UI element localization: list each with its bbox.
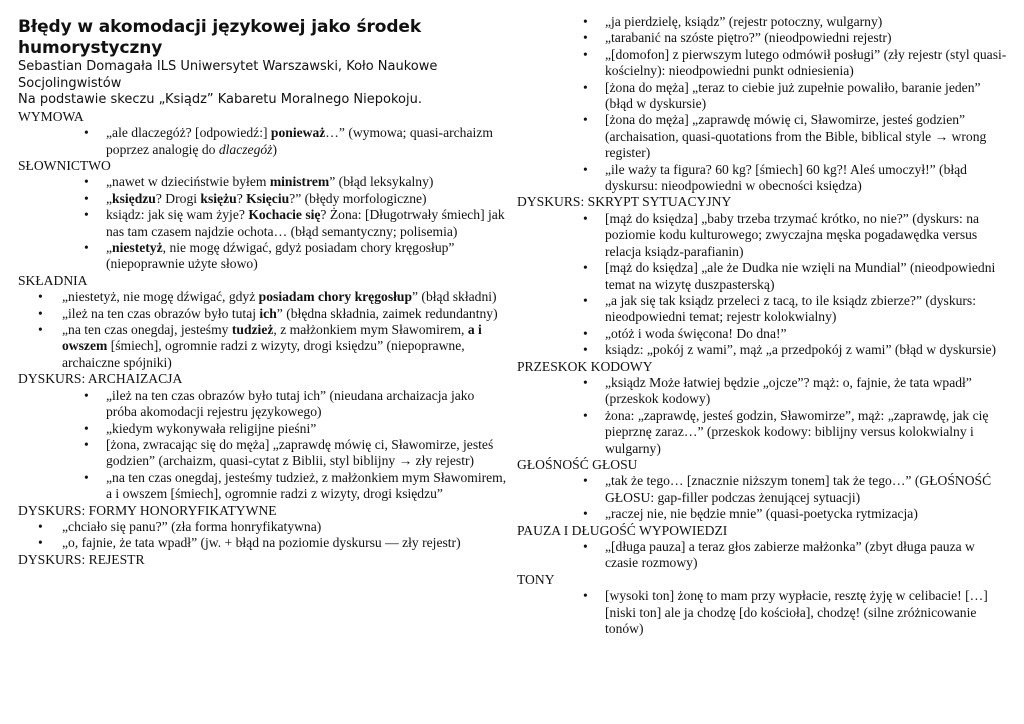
text-fragment: ? bbox=[236, 190, 247, 206]
list-item bbox=[62, 535, 508, 551]
list-item bbox=[605, 375, 1007, 408]
text-fragment: „na ten czas onegdaj, jesteśmy bbox=[62, 322, 232, 338]
list-item bbox=[106, 470, 508, 503]
text-fragment: „ksiądz Może łatwiej będzie „ojcze”? mąż: o, fajnie, że tata wpadł” (przeskok kodowy) bbox=[605, 374, 972, 407]
text-fragment: „[domofon] z pierwszym lutego odmówił posługi” (zły rejestr (styl quasi-kościelny): nieodpowiedni punkt odniesienia) bbox=[605, 46, 1007, 79]
list-tony bbox=[605, 588, 1007, 637]
authors-line: Sebastian Domagała ILS Uniwersytet Warszawski, Koło Naukowe Socjolingwistów bbox=[18, 59, 438, 91]
list-wymowa bbox=[106, 125, 508, 158]
list-item bbox=[106, 174, 508, 190]
list-glosnosc bbox=[605, 473, 1007, 522]
list-item bbox=[106, 125, 508, 158]
list-item bbox=[605, 260, 1007, 293]
text-fragment: [mąż do księdza] „ale że Dudka nie wzięli na Mundial” (nieodpowiedni temat na wizytę duszpasterską) bbox=[605, 260, 996, 292]
list-item bbox=[605, 326, 1007, 342]
list-item bbox=[62, 322, 508, 371]
text-fragment: ” (błąd leksykalny) bbox=[329, 174, 434, 190]
text-fragment: ” (błąd składni) bbox=[412, 289, 497, 305]
list-item bbox=[106, 388, 508, 421]
text-fragment: „raczej nie, nie będzie mnie” (quasi-poetycka rytmizacja) bbox=[605, 506, 918, 522]
text-fragment: „ale dlaczegóż? [odpowiedź:] bbox=[106, 125, 271, 141]
left-column bbox=[18, 17, 508, 568]
text-fragment: ksiądz: „pokój z wami”, mąż „a przedpokój z wami” (błąd w dyskursie) bbox=[605, 342, 997, 358]
list-item bbox=[605, 506, 1007, 522]
list-item bbox=[605, 293, 1007, 326]
list-slownictwo bbox=[106, 174, 508, 272]
text-fragment: „ bbox=[106, 240, 113, 256]
source-note: Na podstawie skeczu „Ksiądz” Kabaretu Moralnego Niepokoju. bbox=[18, 92, 422, 108]
text-fragment: [wysoki ton] żonę to mam przy wypłacie, resztę żyję w celibacie! […] [niski ton] ale ja chodzę [do kościoła], chodzę! (silne zróżnicowanie tonów) bbox=[605, 588, 988, 637]
bold-fragment: tudzież bbox=[231, 322, 274, 338]
section-header-wymowa: WYMOWA bbox=[18, 108, 84, 124]
list-item bbox=[106, 421, 508, 437]
text-fragment: „nawet w dzieciństwie byłem bbox=[106, 174, 270, 190]
text-fragment: żona: „zaprawdę, jesteś godzin, Sławomirze”, mąż: „zaprawdę, jak cię pieprznę zaraz…” (przeskok kodowy: biblijny versus kolokwialny i wulgarny) bbox=[605, 407, 989, 456]
list-honoryfikatywne bbox=[62, 519, 508, 552]
bold-fragment: księżu bbox=[200, 190, 237, 206]
list-item bbox=[106, 191, 508, 207]
list-item bbox=[605, 473, 1007, 506]
text-fragment: ?” (błędy morfologiczne) bbox=[289, 190, 427, 206]
text-fragment: „ileż na ten czas obrazów było tutaj ich” (nieudana archaizacja jako próba akomodacji rejestru językowego) bbox=[106, 387, 475, 420]
text-fragment: ) bbox=[272, 141, 278, 157]
list-item bbox=[605, 211, 1007, 260]
list-item bbox=[605, 539, 1007, 572]
text-fragment: „ja pierdzielę, ksiądz” (rejestr potoczny, wulgarny) bbox=[605, 14, 883, 29]
bold-fragment: posiadam chory kręgosłup bbox=[258, 289, 412, 305]
text-fragment: „[długa pauza] a teraz głos zabierze małżonka” (zbyt długa pauza w czasie rozmowy) bbox=[605, 539, 975, 571]
list-skladnia bbox=[62, 289, 508, 371]
text-fragment: ? Drogi bbox=[155, 190, 201, 206]
bold-fragment: ministrem bbox=[269, 174, 330, 190]
document-title: Błędy w akomodacji językowej jako środek humorystyczny bbox=[18, 17, 422, 58]
list-item bbox=[605, 588, 1007, 637]
right-column bbox=[517, 14, 1007, 637]
text-fragment: ” (błędna składnia, zaimek redundantny) bbox=[276, 305, 498, 321]
list-item bbox=[106, 437, 508, 470]
text-fragment: „ileż na ten czas obrazów było tutaj bbox=[62, 305, 260, 321]
section-header-pauza: PAUZA I DŁUGOŚĆ WYPOWIEDZI bbox=[517, 522, 728, 538]
bold-fragment: niestetyż bbox=[112, 240, 163, 256]
section-header-tony: TONY bbox=[517, 571, 555, 587]
list-skrypt bbox=[605, 211, 1007, 359]
list-item bbox=[106, 207, 508, 240]
text-fragment: ? Żona: [Długotrwały śmiech] jak nas tam czasem najdzie ochota… (błąd semantyczny; polisemia) bbox=[106, 207, 505, 239]
list-item bbox=[605, 30, 1007, 46]
text-fragment: [żona do męża] „zaprawdę mówię ci, Sławomirze, jesteś godzien” (archaisation, quasi-quotations from the Bible, biblical style → wrong register) bbox=[605, 112, 987, 161]
bold-fragment: a i owszem bbox=[62, 322, 482, 354]
list-przeskok bbox=[605, 375, 1007, 457]
list-item bbox=[605, 408, 1007, 457]
text-fragment: ksiądz: jak się wam żyje? bbox=[106, 207, 249, 223]
section-header-glosnosc: GŁOŚNOŚĆ GŁOSU bbox=[517, 456, 638, 472]
list-item bbox=[605, 342, 1007, 358]
text-fragment: , nie mogę dźwigać, gdyż posiadam chory kręgosłup” (niepoprawnie użyte słowo) bbox=[106, 240, 455, 272]
text-fragment: „tak że tego… [znacznie niższym tonem] tak że tego…” (GŁOŚNOŚĆ GŁOSU: gap-filler podczas żenującej sytuacji) bbox=[605, 473, 992, 505]
text-fragment: „o, fajnie, że tata wpadł” (jw. + błąd na poziomie dyskursu — zły rejestr) bbox=[62, 535, 461, 551]
list-item bbox=[62, 289, 508, 305]
list-item bbox=[605, 112, 1007, 161]
list-item bbox=[605, 14, 1007, 30]
text-fragment: „kiedym wykonywała religijne pieśni” bbox=[106, 420, 317, 436]
section-header-archaizacja: DYSKURS: ARCHAIZACJA bbox=[18, 371, 183, 387]
section-header-rejestr: DYSKURS: REJESTR bbox=[18, 551, 145, 567]
text-fragment: „tarabanić na szóste piętro?” (nieodpowiedni rejestr) bbox=[605, 30, 892, 46]
section-header-honoryfikatywne: DYSKURS: FORMY HONORYFIKATYWNE bbox=[18, 502, 277, 518]
italic-fragment: dlaczegóż bbox=[218, 141, 273, 157]
text-fragment: „otóż i woda święcona! Do dna!” bbox=[605, 325, 787, 341]
list-archaizacja bbox=[106, 388, 508, 503]
text-fragment: „chciało się panu?” (zła forma honryfikatywna) bbox=[62, 518, 322, 534]
bold-fragment: Księciu bbox=[246, 190, 290, 206]
text-fragment: „na ten czas onegdaj, jesteśmy tudzież, z małżonkiem mym Sławomirem, a i owszem [śmiech], ogromnie radzi z wizyty, drogi księdzu” bbox=[106, 469, 507, 502]
text-fragment: „a jak się tak ksiądz przeleci z tacą, to ile ksiądz zbierze?” (dyskurs: nieodpowiedni temat; rejestr kolokwialny) bbox=[605, 292, 977, 325]
list-item bbox=[605, 80, 1007, 113]
text-fragment: [mąż do księdza] „baby trzeba trzymać krótko, no nie?” (dyskurs: na poziomie kodu kulturowego; zwyczajna męska pogadawędka versus relacja ksiądz-parafianin) bbox=[605, 210, 980, 259]
list-item bbox=[106, 240, 508, 273]
bold-fragment: ponieważ bbox=[270, 125, 326, 141]
text-fragment: [śmiech], ogromnie radzi z wizyty, drogi księdzu” (niepoprawne, archaiczne spójniki) bbox=[62, 338, 465, 370]
section-header-slownictwo: SŁOWNICTWO bbox=[18, 158, 111, 173]
bold-fragment: Kochacie się bbox=[248, 207, 321, 223]
bold-fragment: księdzu bbox=[112, 190, 156, 206]
list-item bbox=[605, 162, 1007, 195]
text-fragment: …” (wymowa; quasi-archaizm poprzez analogię do bbox=[106, 125, 493, 157]
list-item bbox=[605, 47, 1007, 80]
text-fragment: „ile waży ta figura? 60 kg? [śmiech] 60 kg?! Aleś umoczył!” (błąd dyskursu: nieodpowiedni w obecności księdza) bbox=[605, 161, 967, 194]
text-fragment: „niestetyż, nie mogę dźwigać, gdyż bbox=[62, 289, 259, 305]
text-fragment: [żona, zwracając się do męża] „zaprawdę mówię ci, Sławomirze, jesteś godzien” (archaizm, quasi-cytat z Biblii, styl biblijny → zły rejestr) bbox=[106, 436, 494, 469]
section-header-skrypt: DYSKURS: SKRYPT SYTUACYJNY bbox=[517, 194, 732, 210]
text-fragment: [żona do męża] „teraz to ciebie już zupełnie powaliło, baranie jeden” (błąd w dyskursie) bbox=[605, 79, 981, 112]
section-header-przeskok: PRZESKOK KODOWY bbox=[517, 358, 653, 374]
bold-fragment: ich bbox=[259, 305, 277, 321]
list-item bbox=[62, 306, 508, 322]
list-item bbox=[62, 519, 508, 535]
list-pauza bbox=[605, 539, 1007, 572]
text-fragment: „ bbox=[106, 190, 113, 206]
list-rejestr bbox=[605, 14, 1007, 194]
text-fragment: , z małżonkiem mym Sławomirem, bbox=[273, 322, 468, 338]
section-header-skladnia: SKŁADNIA bbox=[18, 272, 88, 288]
